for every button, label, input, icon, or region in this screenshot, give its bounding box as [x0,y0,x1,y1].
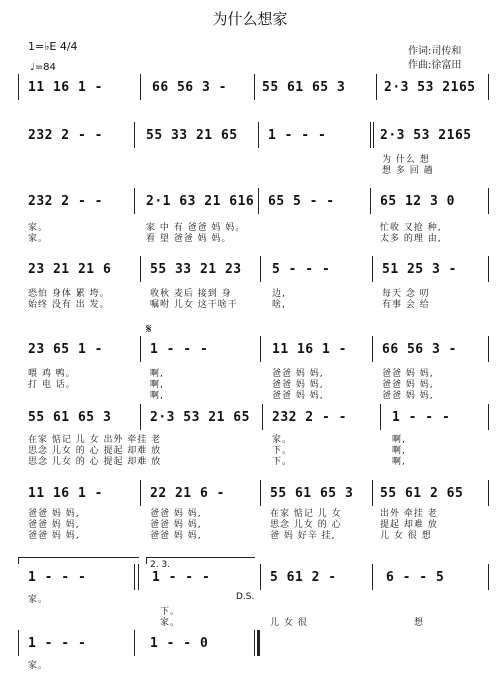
lyric-line: 提起 却难 放 [380,520,438,530]
measure: 6 - - 5 [386,570,445,585]
lyric-line: 下。 [160,607,181,617]
lyric-line: 忙收 又抢 种, [380,223,442,233]
lyric-line: 爸爸 妈 妈, [272,391,324,401]
lyric-line: 儿 女 很 [270,618,308,628]
measure: 11 16 1 - [28,80,103,95]
lyric-line: 收秋 麦后 接到 身 [150,289,232,299]
measure: 11 16 1 - [272,342,347,357]
lyric-line: 思念 儿女 的 心 [270,520,342,530]
lyric-line: 有事 会 给 [382,300,430,310]
lyric-line: 每天 念 叨 [382,289,430,299]
da-segno-marking: D.S. [236,592,255,602]
measure: 23 21 21 6 [28,262,112,277]
lyric-line: 啊, [150,380,164,390]
measure: 65 5 - - [268,194,335,209]
lyric-line: 嘱咐 儿女 这干啥干 [150,300,238,310]
lyric-line: 想 多 回 趟 [382,166,434,176]
lyric-line: 啊, [150,369,164,379]
lyric-line: 打 电 话。 [28,380,76,390]
measure: 55 61 65 3 [262,80,346,95]
measure: 232 2 - - [272,410,347,425]
measure: 1 - - - [28,570,87,585]
measure: 51 25 3 - [382,262,457,277]
measure: 5 61 2 - [270,570,337,585]
segno-icon: 𝄋 [146,322,152,337]
measure: 232 2 - - [28,128,103,143]
lyric-line: 在家 惦记 儿 女 [270,509,342,519]
lyric-line: 为 什么 想 [382,155,430,165]
lyric-line: 啊, [392,435,406,445]
lyric-line: 啊, [150,391,164,401]
lyric-line: 家。 [28,223,49,233]
lyric-line: 爸爸 妈 妈, [28,531,80,541]
measure: 55 61 65 3 [270,486,354,501]
measure: 23 65 1 - [28,342,103,357]
lyric-line: 在家 惦记 儿 女 出外 牵挂 老 [28,435,162,445]
lyric-line: 爸爸 妈 妈, [28,520,80,530]
measure: 232 2 - - [28,194,103,209]
lyric-line: 儿 女 很 想 [380,531,432,541]
measure: 2·1 63 21 616 [146,194,255,209]
lyric-line: 太多 的理 由, [380,234,442,244]
lyric-line: 爸爸 妈 妈, [150,531,202,541]
lyric-line: 爸 妈 好辛 挂, [270,531,336,541]
volta-bracket-1 [18,557,139,564]
measure: 66 56 3 - [382,342,457,357]
measure: 5 - - - [272,262,331,277]
lyric-line: 啥, [272,300,286,310]
volta-label: 2. 3. [150,560,171,570]
lyric-line: 爸爸 妈 妈, [272,369,324,379]
measure: 1 - - - [150,342,209,357]
lyric-line: 家 中 有 爸爸 妈 妈。 [146,223,246,233]
lyric-line: 爸爸 妈 妈, [28,509,80,519]
measure: 55 61 2 65 [380,486,464,501]
measure: 2·3 53 2165 [384,80,476,95]
measure: 22 21 6 - [150,486,225,501]
lyric-line: 家。 [28,595,49,605]
composer-credit: 作曲:徐富田 [408,60,462,71]
lyric-line: 爸爸 妈 妈, [150,509,202,519]
measure: 1 - - 0 [150,636,209,651]
measure: 65 12 3 0 [380,194,455,209]
measure: 55 33 21 23 [150,262,242,277]
measure: 1 - - - [268,128,327,143]
lyric-line: 下。 [272,446,293,456]
measure: 2·3 53 21 65 [150,410,250,425]
lyric-line: 想 [414,618,425,628]
lyricist-credit: 作词:司传和 [408,46,462,57]
lyric-line: 爸爸 妈 妈, [382,369,434,379]
lyric-line: 家。 [28,661,49,671]
lyric-line: 家。 [272,435,293,445]
lyric-line: 爸爸 妈 妈, [150,520,202,530]
measure: 1 - - - [392,410,451,425]
lyric-line: 思念 儿女 的 心 提起 却难 放 [28,457,162,467]
song-title: 为什么想家 [212,10,288,28]
lyric-line: 家。 [28,234,49,244]
lyric-line: 爸爸 妈 妈, [382,380,434,390]
lyric-line: 爸爸 妈 妈, [272,380,324,390]
measure: 55 33 21 65 [146,128,238,143]
measure: 66 56 3 - [152,80,227,95]
lyric-line: 啊, [392,457,406,467]
lyric-line: 看 望 爸爸 妈 妈。 [146,234,232,244]
lyric-line: 边, [272,289,286,299]
measure: 1 - - - [28,636,87,651]
measure: 1 - - - [152,570,211,585]
lyric-line: 家。 [160,618,181,628]
lyric-line: 喂 鸡 鸭。 [28,369,76,379]
lyric-line: 思念 儿女 的 心 提起 却难 放 [28,446,162,456]
lyric-line: 出外 牵挂 老 [380,509,438,519]
measure: 55 61 65 3 [28,410,112,425]
key-signature: 1=♭E 4/4 [28,40,78,53]
measure: 2·3 53 2165 [380,128,472,143]
lyric-line: 始终 没有 出 发。 [28,300,110,310]
lyric-line: 恐怕 身体 累 垮。 [28,289,110,299]
lyric-line: 下。 [272,457,293,467]
measure: 11 16 1 - [28,486,103,501]
lyric-line: 爸爸 妈 妈, [382,391,434,401]
lyric-line: 啊, [392,446,406,456]
tempo-marking: ♩=84 [30,62,56,73]
